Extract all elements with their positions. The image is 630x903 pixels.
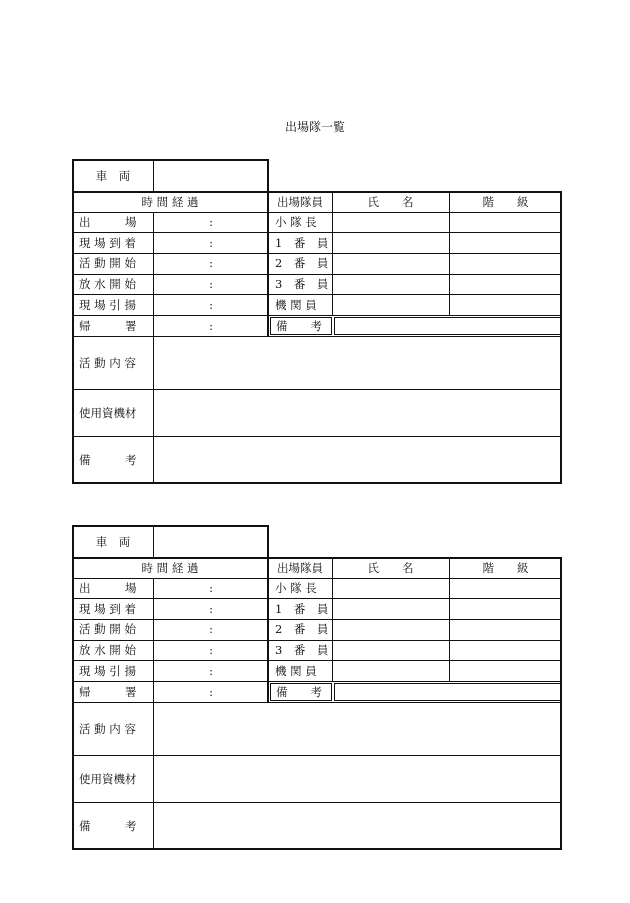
border-line	[72, 274, 562, 275]
border-line	[72, 557, 562, 559]
time-header: 時 間 経 過	[141, 195, 199, 209]
crew-row-label: 1 番 員	[275, 235, 329, 250]
crew-name-field[interactable]	[332, 640, 449, 661]
time-value[interactable]: :	[209, 215, 213, 230]
page-title: 出場隊一覧	[284, 120, 345, 134]
border-line	[270, 317, 271, 335]
crew-row-label: 2 番 員	[275, 622, 329, 637]
equipment-field[interactable]	[154, 389, 562, 436]
border-line	[270, 683, 271, 701]
border-line	[334, 683, 561, 684]
crew-header: 出場隊員	[277, 561, 323, 575]
time-row-label: 活 動 開 始	[79, 622, 136, 637]
crew-name-field[interactable]	[332, 294, 449, 315]
border-line	[332, 191, 333, 316]
border-line	[72, 212, 562, 213]
crew-rank-field[interactable]	[449, 619, 562, 640]
border-line	[267, 525, 269, 702]
crew-row-label: 機 関 員	[275, 297, 317, 312]
border-line	[331, 317, 332, 335]
crew-rank-field[interactable]	[449, 640, 562, 661]
border-line	[560, 557, 562, 850]
equipment-label: 使用資機材	[79, 405, 137, 420]
border-line	[334, 317, 335, 335]
crew-row-label: 小 隊 長	[275, 581, 317, 596]
crew-name-field[interactable]	[332, 578, 449, 599]
border-line	[72, 159, 268, 161]
crew-row-label: 2 番 員	[275, 256, 329, 271]
crew-header: 出場隊員	[277, 195, 323, 209]
border-line	[72, 389, 562, 390]
crew-name-field[interactable]	[332, 274, 449, 295]
name-header: 氏 名	[367, 195, 414, 209]
border-line	[72, 525, 268, 527]
time-value[interactable]: :	[209, 581, 213, 596]
border-line	[72, 640, 562, 641]
border-line	[72, 294, 562, 295]
border-line	[72, 253, 562, 254]
time-row-label: 活 動 開 始	[79, 256, 136, 271]
crew-rank-field[interactable]	[449, 274, 562, 295]
crew-name-field[interactable]	[332, 599, 449, 620]
remarks-field[interactable]	[154, 802, 562, 850]
border-line	[72, 755, 562, 756]
border-line	[72, 619, 562, 620]
crew-name-field[interactable]	[332, 253, 449, 274]
border-line	[270, 334, 332, 335]
time-row-label: 出 場	[79, 215, 137, 230]
remarks-label: 備 考	[79, 819, 137, 833]
crew-name-field[interactable]	[332, 660, 449, 681]
border-line	[267, 159, 269, 336]
time-row-label: 放 水 開 始	[79, 277, 136, 292]
equipment-label: 使用資機材	[79, 771, 137, 786]
crew-row-label: 小 隊 長	[275, 215, 317, 230]
crew-row-label: 3 番 員	[275, 277, 329, 292]
time-row-label: 現 場 引 揚	[79, 297, 136, 312]
crew-name-field[interactable]	[332, 619, 449, 640]
border-line	[153, 212, 154, 484]
time-row-label: 帰 署	[79, 684, 137, 699]
border-line	[72, 191, 562, 193]
border-line	[72, 482, 562, 484]
border-line	[449, 191, 450, 315]
time-value[interactable]: :	[209, 235, 213, 250]
activity-label: 活 動 内 容	[79, 355, 136, 370]
time-header: 時 間 経 過	[141, 561, 199, 575]
remarks-small-field[interactable]	[334, 682, 562, 701]
border-line	[449, 557, 450, 681]
remarks-small-label: 備 考	[276, 318, 322, 333]
vehicle-value[interactable]	[154, 159, 268, 192]
remarks-small-label: 備 考	[276, 684, 322, 699]
border-line	[332, 557, 333, 682]
crew-name-field[interactable]	[332, 233, 449, 254]
border-line	[270, 317, 332, 318]
border-line	[270, 700, 332, 701]
border-line	[334, 317, 561, 318]
time-value[interactable]: :	[209, 622, 213, 637]
rank-header: 階 級	[482, 195, 529, 209]
border-line	[72, 598, 562, 599]
border-line	[72, 702, 562, 703]
crew-name-field[interactable]	[332, 212, 449, 233]
crew-rank-field[interactable]	[449, 660, 562, 681]
time-row-label: 現 場 引 揚	[79, 663, 136, 678]
border-line	[270, 683, 332, 684]
time-value[interactable]: :	[209, 318, 213, 333]
border-line	[72, 336, 562, 337]
border-line	[331, 683, 332, 701]
activity-field[interactable]	[154, 702, 562, 755]
time-row-label: 現 場 到 着	[79, 601, 136, 616]
crew-rank-field[interactable]	[449, 294, 562, 315]
border-line	[153, 525, 154, 558]
crew-row-label: 機 関 員	[275, 663, 317, 678]
crew-rank-field[interactable]	[449, 253, 562, 274]
time-value[interactable]: :	[209, 663, 213, 678]
border-line	[72, 232, 562, 233]
time-value[interactable]: :	[209, 297, 213, 312]
dispatch-form-1	[72, 159, 562, 485]
activity-label: 活 動 内 容	[79, 721, 136, 736]
time-row-label: 放 水 開 始	[79, 643, 136, 658]
border-line	[153, 578, 154, 850]
time-row-label: 現 場 到 着	[79, 235, 136, 250]
border-line	[334, 334, 561, 335]
border-line	[72, 802, 562, 803]
border-line	[334, 683, 335, 701]
vehicle-label: 車 両	[95, 534, 131, 549]
border-line	[560, 191, 562, 484]
crew-rank-field[interactable]	[449, 212, 562, 233]
activity-field[interactable]	[154, 336, 562, 389]
time-value[interactable]: :	[209, 684, 213, 699]
border-line	[72, 525, 74, 850]
time-value[interactable]: :	[209, 643, 213, 658]
remarks-field[interactable]	[154, 436, 562, 484]
time-value[interactable]: :	[209, 277, 213, 292]
border-line	[72, 660, 562, 661]
border-line	[72, 681, 268, 682]
remarks-small-field[interactable]	[334, 316, 562, 335]
vehicle-value[interactable]	[154, 525, 268, 558]
time-value[interactable]: :	[209, 256, 213, 271]
time-value[interactable]: :	[209, 601, 213, 616]
crew-rank-field[interactable]	[449, 233, 562, 254]
border-line	[72, 436, 562, 437]
crew-rank-field[interactable]	[449, 578, 562, 599]
equipment-field[interactable]	[154, 755, 562, 802]
border-line	[72, 159, 74, 484]
border-line	[72, 848, 562, 850]
border-line	[334, 700, 561, 701]
crew-rank-field[interactable]	[449, 599, 562, 620]
border-line	[153, 159, 154, 192]
name-header: 氏 名	[367, 561, 414, 575]
crew-row-label: 3 番 員	[275, 643, 329, 658]
border-line	[72, 315, 268, 316]
dispatch-form-2	[72, 525, 562, 851]
time-row-label: 帰 署	[79, 318, 137, 333]
vehicle-label: 車 両	[95, 168, 131, 183]
border-line	[72, 578, 562, 579]
crew-row-label: 1 番 員	[275, 601, 329, 616]
rank-header: 階 級	[482, 561, 529, 575]
remarks-label: 備 考	[79, 453, 137, 467]
time-row-label: 出 場	[79, 581, 137, 596]
